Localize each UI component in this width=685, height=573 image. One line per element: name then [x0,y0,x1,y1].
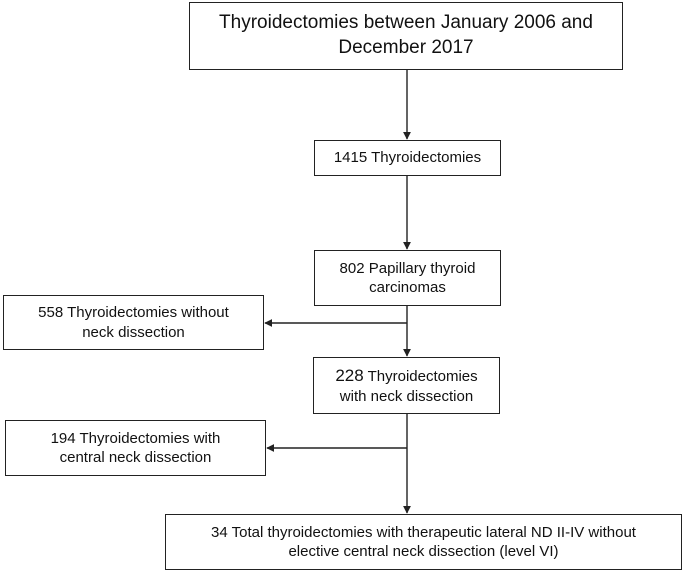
papillary-carcinoma-line1: 802 Papillary thyroid [339,259,476,277]
without-neck-dissection-line2: neck dissection [82,323,185,341]
lateral-neck-dissection-box [165,514,682,570]
papillary-carcinoma-box [314,250,501,306]
total-thyroidectomies-box [314,140,501,176]
total-thyroidectomies-label: 1415 Thyroidectomies [333,149,482,167]
lateral-neck-dissection-line2: elective central neck dissection (level VI) [288,543,559,560]
central-neck-dissection-line2: central neck dissection [59,449,212,466]
without-neck-dissection-line1: 558 Thyroidectomies without [38,304,229,321]
central-neck-dissection-box [5,420,266,476]
with-neck-dissection-line2: with neck dissection [339,387,474,405]
with-neck-dissection-box [313,357,500,414]
papillary-carcinoma-line2: carcinomas [369,279,446,296]
central-neck-dissection-line1: 194 Thyroidectomies with [50,429,221,447]
with-neck-dissection-line1 [335,365,477,387]
study-period-line2: December 2017 [338,37,474,58]
with-neck-dissection-line1-rest: Thyroidectomies [363,367,478,385]
lateral-neck-dissection-line1: 34 Total thyroidectomies with therapeutic lateral ND II-IV without [211,523,636,541]
with-neck-dissection-count: 228 [335,365,364,385]
study-period-box [189,2,623,70]
without-neck-dissection-box [3,295,264,350]
study-period-line1: Thyroidectomies between January 2006 and [219,12,593,34]
